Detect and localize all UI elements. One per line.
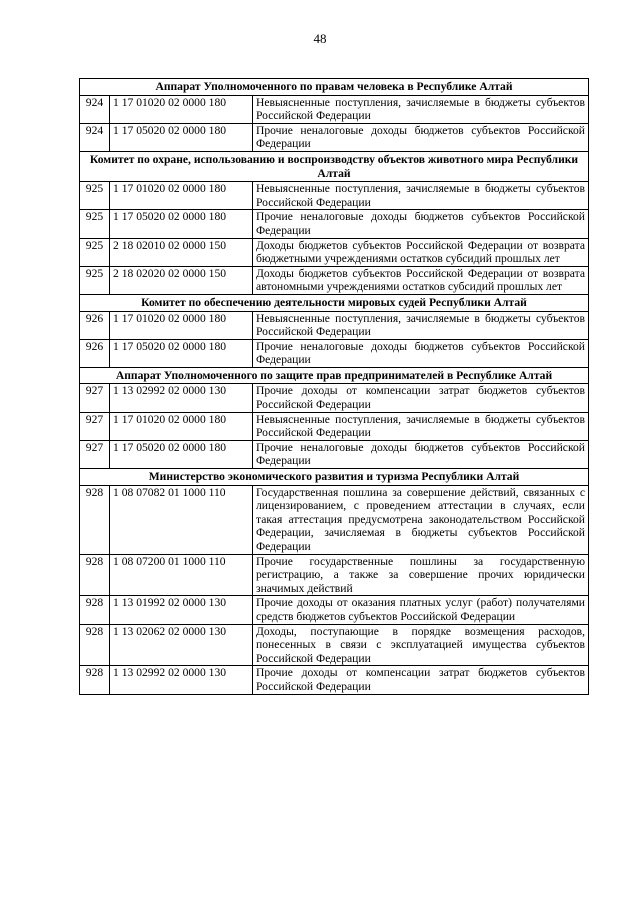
budget-classification-code-cell: 1 13 02992 02 0000 130	[110, 384, 253, 412]
budget-classification-code-cell: 1 13 02992 02 0000 130	[110, 666, 253, 694]
section-title: Министерство экономического развития и туризма Республики Алтай	[80, 469, 589, 486]
section-title: Аппарат Уполномоченного по защите прав предпринимателей в Республике Алтай	[80, 367, 589, 384]
section-title: Аппарат Уполномоченного по правам человека в Республике Алтай	[80, 79, 589, 96]
revenue-name-cell: Государственная пошлина за совершение действий, связанных с лицензированием, с проведением аттестации в случаях, если такая аттестация предусмотрена законодательством Российской Федерации, зачисляемая в бюджеты субъектов Российской Федерации	[253, 485, 589, 554]
admin-code-cell: 928	[80, 485, 110, 554]
revenue-name-cell: Невыясненные поступления, зачисляемые в бюджеты субъектов Российской Федерации	[253, 412, 589, 440]
admin-code-cell: 925	[80, 266, 110, 294]
revenue-name-cell: Прочие государственные пошлины за государственную регистрацию, а также за совершение прочих юридически значимых действий	[253, 554, 589, 596]
section-header-row	[80, 79, 589, 96]
revenue-name-cell: Прочие неналоговые доходы бюджетов субъектов Российской Федерации	[253, 210, 589, 238]
admin-code-cell: 928	[80, 596, 110, 624]
table-row	[80, 311, 589, 339]
budget-classification-code-cell: 1 13 02062 02 0000 130	[110, 624, 253, 666]
section-header-row	[80, 294, 589, 311]
table-row	[80, 384, 589, 412]
budget-classification-code-cell: 2 18 02010 02 0000 150	[110, 238, 253, 266]
budget-classification-code-cell: 2 18 02020 02 0000 150	[110, 266, 253, 294]
table-row	[80, 339, 589, 367]
budget-classification-code-cell: 1 08 07082 01 1000 110	[110, 485, 253, 554]
table-row	[80, 596, 589, 624]
admin-code-cell: 928	[80, 554, 110, 596]
revenue-classification-table	[79, 78, 589, 695]
admin-code-cell: 925	[80, 182, 110, 210]
page-number: 48	[313, 31, 327, 46]
budget-classification-code-cell: 1 17 01020 02 0000 180	[110, 182, 253, 210]
table-row	[80, 123, 589, 151]
admin-code-cell: 928	[80, 666, 110, 694]
revenue-name-cell: Доходы бюджетов субъектов Российской Федерации от возврата бюджетными учреждениями остатков субсидий прошлых лет	[253, 238, 589, 266]
section-header-row	[80, 469, 589, 486]
revenue-name-cell: Прочие доходы от компенсации затрат бюджетов субъектов Российской Федерации	[253, 384, 589, 412]
section-header-row	[80, 367, 589, 384]
admin-code-cell: 926	[80, 311, 110, 339]
budget-classification-code-cell: 1 17 05020 02 0000 180	[110, 440, 253, 468]
admin-code-cell: 927	[80, 440, 110, 468]
budget-classification-code-cell: 1 13 01992 02 0000 130	[110, 596, 253, 624]
revenue-name-cell: Прочие неналоговые доходы бюджетов субъектов Российской Федерации	[253, 123, 589, 151]
table-row	[80, 624, 589, 666]
table-row	[80, 238, 589, 266]
budget-classification-code-cell: 1 17 01020 02 0000 180	[110, 95, 253, 123]
table-row	[80, 210, 589, 238]
revenue-name-cell: Прочие неналоговые доходы бюджетов субъектов Российской Федерации	[253, 339, 589, 367]
budget-classification-code-cell: 1 17 05020 02 0000 180	[110, 123, 253, 151]
admin-code-cell: 927	[80, 412, 110, 440]
table-row	[80, 440, 589, 468]
revenue-name-cell: Прочие доходы от компенсации затрат бюджетов субъектов Российской Федерации	[253, 666, 589, 694]
revenue-name-cell: Доходы, поступающие в порядке возмещения расходов, понесенных в связи с эксплуатацией имущества субъектов Российской Федерации	[253, 624, 589, 666]
admin-code-cell: 924	[80, 123, 110, 151]
admin-code-cell: 925	[80, 238, 110, 266]
table-row	[80, 95, 589, 123]
table-row	[80, 266, 589, 294]
admin-code-cell: 926	[80, 339, 110, 367]
table-row	[80, 182, 589, 210]
revenue-name-cell: Невыясненные поступления, зачисляемые в бюджеты субъектов Российской Федерации	[253, 182, 589, 210]
section-title: Комитет по охране, использованию и воспроизводству объектов животного мира Республики Алтай	[80, 151, 589, 181]
section-header-row	[80, 151, 589, 181]
budget-classification-code-cell: 1 17 05020 02 0000 180	[110, 339, 253, 367]
table-body	[80, 79, 589, 695]
admin-code-cell: 927	[80, 384, 110, 412]
revenue-name-cell: Невыясненные поступления, зачисляемые в бюджеты субъектов Российской Федерации	[253, 95, 589, 123]
section-title: Комитет по обеспечению деятельности мировых судей Республики Алтай	[80, 294, 589, 311]
admin-code-cell: 928	[80, 624, 110, 666]
budget-classification-code-cell: 1 17 01020 02 0000 180	[110, 311, 253, 339]
revenue-name-cell: Невыясненные поступления, зачисляемые в бюджеты субъектов Российской Федерации	[253, 311, 589, 339]
admin-code-cell: 924	[80, 95, 110, 123]
budget-classification-code-cell: 1 08 07200 01 1000 110	[110, 554, 253, 596]
table-row	[80, 554, 589, 596]
budget-classification-code-cell: 1 17 01020 02 0000 180	[110, 412, 253, 440]
budget-classification-code-cell: 1 17 05020 02 0000 180	[110, 210, 253, 238]
table-row	[80, 666, 589, 694]
table-row	[80, 485, 589, 554]
revenue-name-cell: Прочие неналоговые доходы бюджетов субъектов Российской Федерации	[253, 440, 589, 468]
revenue-name-cell: Доходы бюджетов субъектов Российской Федерации от возврата автономными учреждениями остатков субсидий прошлых лет	[253, 266, 589, 294]
admin-code-cell: 925	[80, 210, 110, 238]
revenue-name-cell: Прочие доходы от оказания платных услуг (работ) получателями средств бюджетов субъектов Российской Федерации	[253, 596, 589, 624]
table-row	[80, 412, 589, 440]
